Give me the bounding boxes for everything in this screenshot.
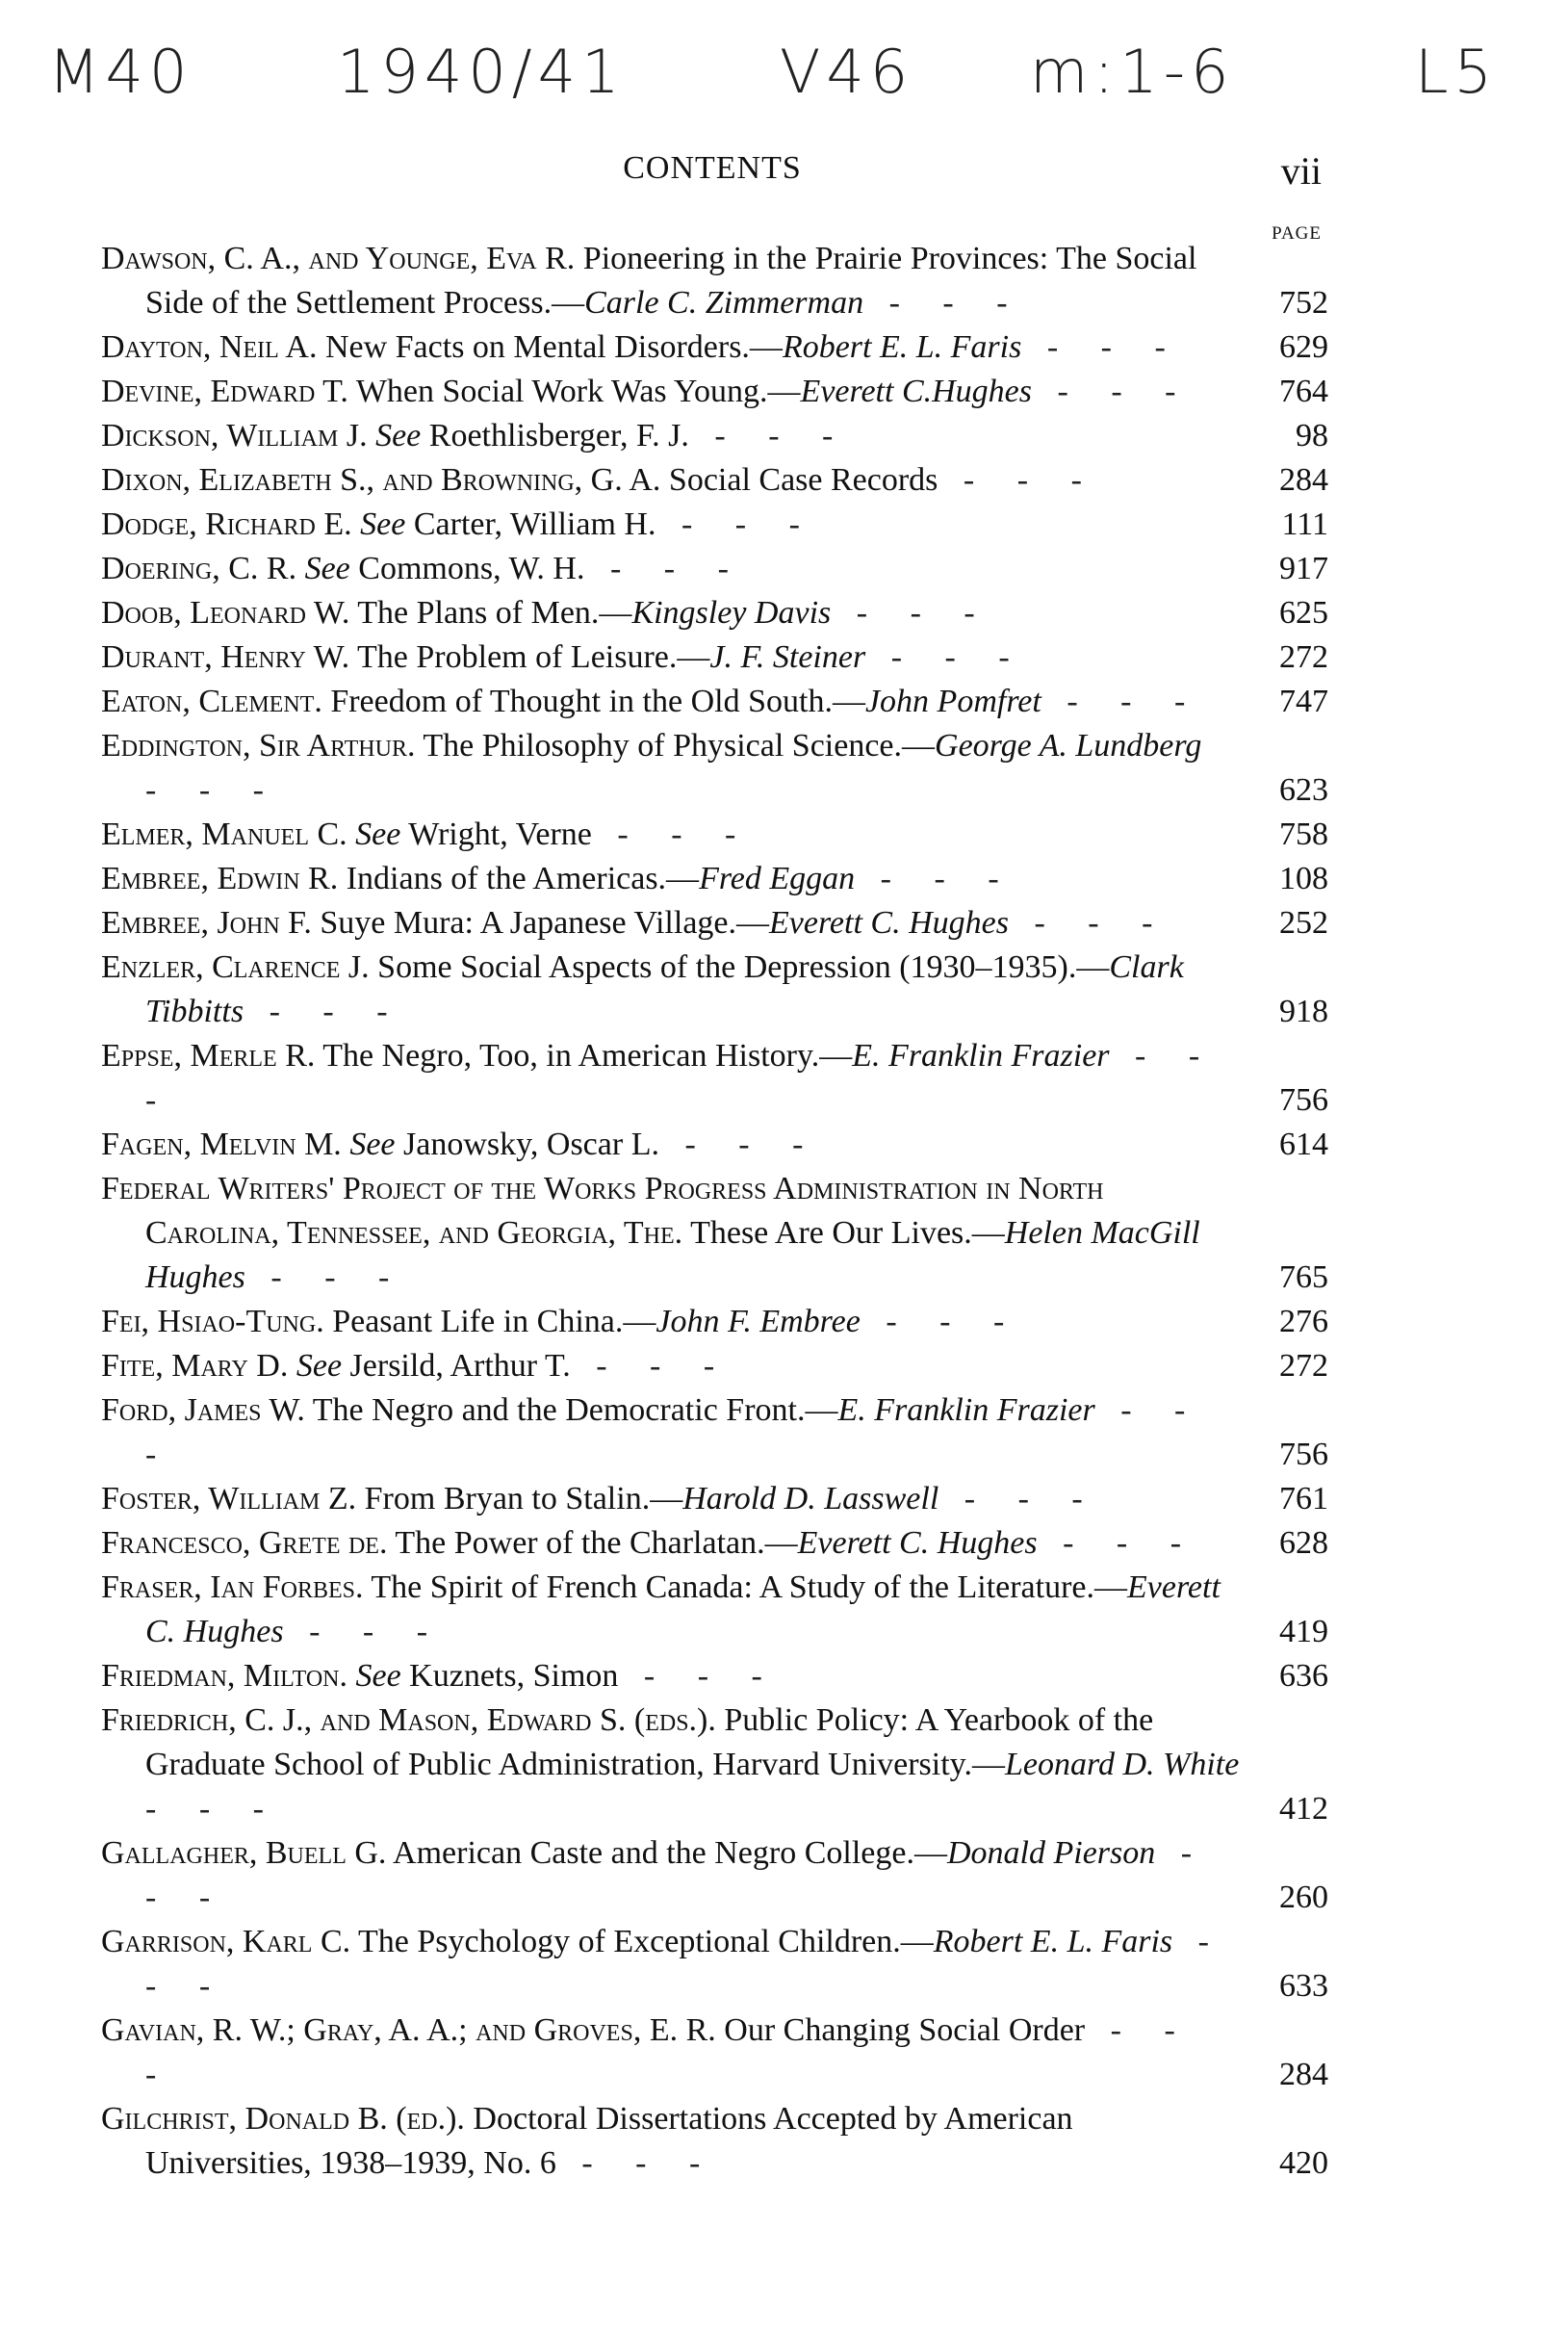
contents-entry — [101, 680, 1328, 724]
dot-leader: - - - — [1021, 329, 1183, 365]
entry-reviewer: John Pomfret — [864, 684, 1041, 719]
dot-leader: - - - — [1041, 684, 1203, 719]
dot-leader: - - - — [688, 418, 851, 454]
page-title: CONTENTS — [623, 150, 802, 186]
entry-page-number: 252 — [1279, 905, 1328, 941]
contents-entry — [101, 1344, 1328, 1388]
dot-leader: - - - — [831, 595, 992, 631]
entry-page-number: 419 — [1279, 1614, 1328, 1649]
contents-entry — [101, 370, 1328, 414]
entry-author: Dodge, Richard E. — [101, 506, 352, 542]
annotation-2: 1940/41 — [337, 37, 626, 107]
dot-leader: - - - — [145, 1791, 281, 1827]
contents-entry — [101, 237, 1328, 325]
entry-reviewer: George A. Lundberg — [935, 728, 1202, 764]
entry-page-number: 756 — [1279, 1437, 1328, 1472]
entry-author: Devine, Edward T. — [101, 374, 348, 409]
contents-entry — [101, 547, 1328, 591]
entry-page-number: 284 — [1279, 462, 1328, 498]
dot-leader: - - - — [584, 551, 746, 586]
dot-leader: - - - — [860, 1304, 1022, 1339]
dot-leader: - - - — [145, 2012, 1193, 2092]
dot-leader: - - - — [1037, 1525, 1199, 1561]
entry-reviewer: Harold D. Lasswell — [682, 1481, 939, 1516]
entry-title: See Wright, Verne — [355, 817, 592, 852]
contents-entry — [101, 2009, 1328, 2097]
entry-author: Federal Writers' Project of the Works Progress Administration in North Carolina, Tennessee, and Georgia, The. — [101, 1171, 1104, 1251]
entry-author: Gallagher, Buell G. — [101, 1835, 387, 1871]
dot-leader: - - - — [855, 861, 1016, 896]
contents-entry — [101, 813, 1328, 857]
page-column-label: PAGE — [1272, 223, 1322, 244]
entry-author: Dickson, William J. — [101, 418, 368, 454]
entry-title: From Bryan to Stalin.— — [364, 1481, 683, 1516]
entry-author: Dawson, C. A., and Younge, Eva R. — [101, 241, 576, 276]
entry-title: The Negro and the Democratic Front.— — [312, 1392, 838, 1428]
entry-page-number: 276 — [1279, 1304, 1328, 1339]
dot-leader: - - - — [865, 639, 1027, 675]
entry-page-number: 272 — [1279, 639, 1328, 675]
entry-page-number: 111 — [1281, 506, 1328, 542]
entry-reviewer: E. Franklin Frazier — [837, 1392, 1095, 1428]
contents-entry — [101, 857, 1328, 901]
entry-page-number: 764 — [1279, 374, 1328, 409]
entry-reviewer: J. F. Steiner — [709, 639, 866, 675]
entry-reviewer: Everett C. Hughes — [769, 905, 1009, 941]
entry-reviewer: John F. Embree — [655, 1304, 861, 1339]
entry-page-number: 758 — [1279, 817, 1328, 852]
entry-page-number: 623 — [1279, 772, 1328, 808]
entry-reviewer: Clark Tibbitts — [145, 949, 1184, 1029]
entry-author: Embree, John F. — [101, 905, 312, 941]
dot-leader: - - - — [591, 817, 754, 852]
contents-entry — [101, 458, 1328, 503]
entry-author: Dayton, Neil A. — [101, 329, 318, 365]
entry-title: When Social Work Was Young.— — [355, 374, 801, 409]
contents-entry — [101, 724, 1328, 813]
annotation-5: L5 — [1415, 37, 1498, 107]
entry-reviewer: Helen MacGill Hughes — [145, 1215, 1200, 1295]
dot-leader: - - - — [145, 772, 281, 808]
dot-leader: - - - — [244, 1259, 407, 1295]
entry-title: See Carter, William H. — [360, 506, 656, 542]
entry-author: Fagen, Melvin M. — [101, 1127, 342, 1162]
entry-title: The Philosophy of Physical Science.— — [423, 728, 936, 764]
entry-title: These Are Our Lives.— — [690, 1215, 1005, 1251]
contents-entry — [101, 1698, 1328, 1831]
contents-entry — [101, 1300, 1328, 1344]
dot-leader: - - - — [145, 1835, 1210, 1915]
entry-page-number: 629 — [1279, 329, 1328, 365]
contents-entry — [101, 901, 1328, 946]
entry-title: New Facts on Mental Disorders.— — [324, 329, 783, 365]
dot-leader: - - - — [938, 462, 1099, 498]
entry-page-number: 761 — [1279, 1481, 1328, 1516]
contents-entry — [101, 1654, 1328, 1698]
contents-entry — [101, 1920, 1328, 2009]
dot-leader: - - - — [555, 2145, 718, 2181]
entry-reviewer: Everett C. Hughes — [145, 1569, 1221, 1649]
contents-entry — [101, 1521, 1328, 1566]
entry-author: Gilchrist, Donald B. (ed.). — [101, 2101, 465, 2137]
dot-leader: - - - — [570, 1348, 733, 1384]
entry-page-number: 412 — [1279, 1791, 1328, 1827]
annotation-1: M40 — [48, 37, 193, 107]
entry-title: Peasant Life in China.— — [332, 1304, 656, 1339]
entry-title: Public Policy: A Yearbook of the Graduate School of Public Administration, Harvard University.— — [145, 1702, 1154, 1782]
handwritten-annotation — [48, 37, 1521, 133]
entry-title: See Janowsky, Oscar L. — [349, 1127, 659, 1162]
contents-entry — [101, 635, 1328, 680]
entry-author: Garrison, Karl C. — [101, 1924, 351, 1959]
contents-entry — [101, 2097, 1328, 2186]
contents-entry — [101, 503, 1328, 547]
entry-author: Elmer, Manuel C. — [101, 817, 347, 852]
entry-page-number: 625 — [1279, 595, 1328, 631]
dot-leader: - - - — [1032, 374, 1194, 409]
contents-entry — [101, 1123, 1328, 1167]
entry-page-number: 272 — [1279, 1348, 1328, 1384]
entry-page-number: 633 — [1279, 1968, 1328, 2004]
entry-author: Enzler, Clarence J. — [101, 949, 370, 985]
contents-entry — [101, 1167, 1328, 1300]
dot-leader: - - - — [244, 994, 405, 1029]
entry-title: Some Social Aspects of the Depression (1930–1935).— — [377, 949, 1110, 985]
contents-entry — [101, 591, 1328, 635]
entry-title: See Roethlisberger, F. J. — [375, 418, 689, 454]
dot-leader: - - - — [938, 1481, 1100, 1516]
entry-reviewer: E. Franklin Frazier — [852, 1038, 1110, 1074]
dot-leader: - - - — [283, 1614, 446, 1649]
contents-entry — [101, 1388, 1328, 1477]
entry-author: Fite, Mary D. — [101, 1348, 289, 1384]
entry-author: Friedman, Milton. — [101, 1658, 347, 1694]
dot-leader: - - - — [145, 1924, 1226, 2004]
page-folio: vii — [1280, 149, 1322, 193]
entry-reviewer: Robert E. L. Faris — [933, 1924, 1173, 1959]
entry-title: The Power of the Charlatan.— — [395, 1525, 798, 1561]
entry-page-number: 98 — [1296, 418, 1328, 454]
running-head — [0, 144, 1568, 202]
entry-title: See Commons, W. H. — [304, 551, 585, 586]
entry-title: Freedom of Thought in the Old South.— — [330, 684, 865, 719]
entry-author: Embree, Edwin R. — [101, 861, 339, 896]
entry-author: Ford, James W. — [101, 1392, 305, 1428]
contents-list — [101, 237, 1328, 2186]
entry-author: Eddington, Sir Arthur. — [101, 728, 416, 764]
entry-title: Doctoral Dissertations Accepted by American Universities, 1938–1939, No. 6 — [145, 2101, 1073, 2181]
entry-page-number: 747 — [1279, 684, 1328, 719]
entry-title: Social Case Records — [668, 462, 938, 498]
entry-author: Durant, Henry W. — [101, 639, 350, 675]
dot-leader: - - - — [618, 1658, 780, 1694]
entry-reviewer: Robert E. L. Faris — [782, 329, 1022, 365]
entry-title: The Problem of Leisure.— — [357, 639, 710, 675]
entry-page-number: 614 — [1279, 1127, 1328, 1162]
entry-page-number: 260 — [1279, 1879, 1328, 1915]
entry-title: The Psychology of Exceptional Children.— — [358, 1924, 934, 1959]
contents-entry — [101, 1477, 1328, 1521]
entry-author: Francesco, Grete de. — [101, 1525, 388, 1561]
entry-author: Friedrich, C. J., and Mason, Edward S. (eds.). — [101, 1702, 716, 1738]
entry-author: Fraser, Ian Forbes. — [101, 1569, 364, 1605]
entry-author: Doob, Leonard W. — [101, 595, 350, 631]
entry-page-number: 628 — [1279, 1525, 1328, 1561]
entry-reviewer: Everett C. Hughes — [797, 1525, 1038, 1561]
entry-title: See Kuznets, Simon — [355, 1658, 619, 1694]
entry-title: See Jersild, Arthur T. — [296, 1348, 571, 1384]
entry-title: Our Changing Social Order — [724, 2012, 1086, 2048]
entry-page-number: 420 — [1279, 2145, 1328, 2181]
dot-leader: - - - — [1008, 905, 1170, 941]
entry-title: American Caste and the Negro College.— — [393, 1835, 947, 1871]
entry-author: Eppse, Merle R. — [101, 1038, 316, 1074]
entry-title: Suye Mura: A Japanese Village.— — [320, 905, 769, 941]
entry-title: Indians of the Americas.— — [346, 861, 700, 896]
entry-reviewer: Leonard D. White — [1004, 1747, 1240, 1782]
entry-author: Dixon, Elizabeth S., and Browning, G. A. — [101, 462, 661, 498]
entry-title: The Spirit of French Canada: A Study of the Literature.— — [371, 1569, 1128, 1605]
entry-reviewer: Donald Pierson — [946, 1835, 1156, 1871]
entry-author: Eaton, Clement. — [101, 684, 322, 719]
entry-reviewer: Fred Eggan — [699, 861, 856, 896]
entry-page-number: 917 — [1279, 551, 1328, 586]
entry-title: The Negro, Too, in American History.— — [322, 1038, 853, 1074]
entry-page-number: 752 — [1279, 285, 1328, 321]
entry-reviewer: Everett C.Hughes — [800, 374, 1033, 409]
contents-entry — [101, 946, 1328, 1034]
entry-title: The Plans of Men.— — [357, 595, 632, 631]
entry-page-number: 636 — [1279, 1658, 1328, 1694]
contents-entry — [101, 414, 1328, 458]
contents-entry — [101, 1831, 1328, 1920]
dot-leader: - - - — [658, 1127, 821, 1162]
entry-page-number: 756 — [1279, 1082, 1328, 1118]
entry-page-number: 765 — [1279, 1259, 1328, 1295]
entry-reviewer: Carle C. Zimmerman — [584, 285, 864, 321]
annotation-4: m:1-6 — [1030, 37, 1235, 107]
dot-leader: - - - — [145, 1038, 1218, 1118]
entry-author: Fei, Hsiao-Tung. — [101, 1304, 324, 1339]
dot-leader: - - - — [145, 1392, 1203, 1472]
contents-entry — [101, 325, 1328, 370]
entry-reviewer: Kingsley Davis — [631, 595, 832, 631]
entry-page-number: 284 — [1279, 2057, 1328, 2092]
entry-page-number: 108 — [1279, 861, 1328, 896]
contents-entry — [101, 1566, 1328, 1654]
entry-author: Doering, C. R. — [101, 551, 297, 586]
entry-author: Gavian, R. W.; Gray, A. A.; and Groves, E. R. — [101, 2012, 716, 2048]
entry-title: Pioneering in the Prairie Provinces: The Social Side of the Settlement Process.— — [145, 241, 1197, 321]
dot-leader: - - - — [655, 506, 817, 542]
contents-entry — [101, 1034, 1328, 1123]
entry-page-number: 918 — [1279, 994, 1328, 1029]
annotation-3: V46 — [780, 37, 914, 107]
entry-author: Foster, William Z. — [101, 1481, 357, 1516]
dot-leader: - - - — [863, 285, 1025, 321]
